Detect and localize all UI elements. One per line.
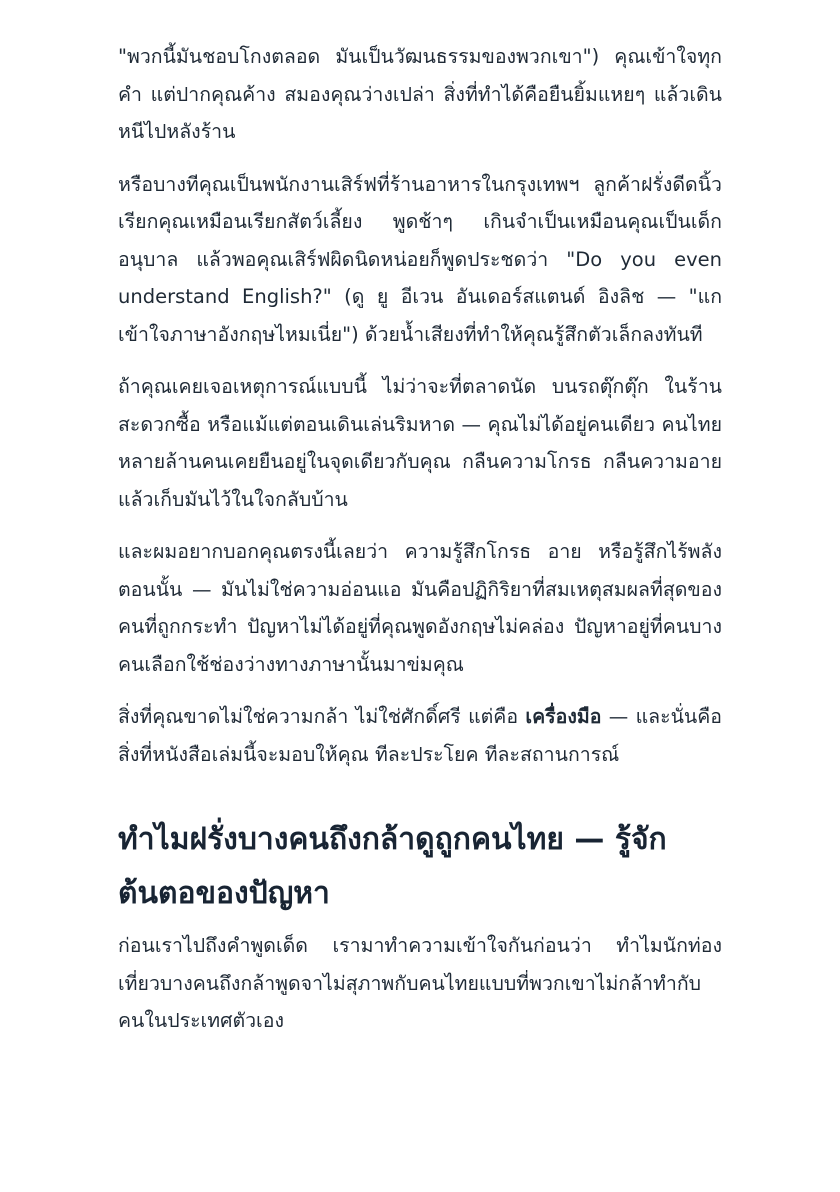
- paragraph-5-bold-term: เครื่องมือ: [525, 705, 602, 728]
- document-page: [118, 38, 722, 1055]
- paragraph-1: "พวกนี้มันชอบโกงตลอด มันเป็นวัฒนธรรมของพวกเขา") คุณเข้าใจทุกคำ แต่ปากคุณค้าง สมองคุณว่างเปล่า สิ่งที่ทำได้คือยืนยิ้มแหยๆ แล้วเดินหนีไปหลังร้าน: [118, 45, 722, 143]
- paragraph-5: [118, 698, 722, 773]
- paragraph-5-text-before: สิ่งที่คุณขาดไม่ใช่ความกล้า ไม่ใช่ศักดิ์ศรี แต่คือ: [118, 705, 526, 728]
- paragraph-4: และผมอยากบอกคุณตรงนี้เลยว่า ความรู้สึกโกรธ อาย หรือรู้สึกไร้พลังตอนนั้น — มันไม่ใช่ความอ่อนแอ มันคือปฏิกิริยาที่สมเหตุสมผลที่สุดของคนที่ถูกกระทำ ปัญหาไม่ได้อยู่ที่คุณพูดอังกฤษไม่คล่อง ปัญหาอยู่ที่คนบางคนเลือกใช้ช่องว่างทางภาษานั้นมาข่มคุณ: [118, 540, 722, 676]
- paragraph-2: หรือบางทีคุณเป็นพนักงานเสิร์ฟที่ร้านอาหารในกรุงเทพฯ ลูกค้าฝรั่งดีดนิ้วเรียกคุณเหมือนเรียกสัตว์เลี้ยง พูดช้าๆ เกินจำเป็นเหมือนคุณเป็นเด็กอนุบาล แล้วพอคุณเสิร์ฟผิดนิดหน่อยก็พูดประชดว่า "Do you even understand English?" (ดู ยู อีเวน อันเดอร์สแตนด์ อิงลิช — "แกเข้าใจภาษาอังกฤษไหมเนี่ย") ด้วยน้ำเสียงที่ทำให้คุณรู้สึกตัวเล็กลงทันที: [118, 172, 722, 346]
- section-heading: ทำไมฝรั่งบางคนถึงกล้าดูถูกคนไทย — รู้จักต้นตอของปัญหา: [118, 822, 667, 911]
- paragraph-6: ก่อนเราไปถึงคำพูดเด็ด เรามาทำความเข้าใจกันก่อนว่า ทำไมนักท่องเที่ยวบางคนถึงกล้าพูดจาไม่สุภาพกับคนไทยแบบที่พวกเขาไม่กล้าทำกับคนในประเทศตัวเอง: [118, 934, 722, 1032]
- paragraph-5-text-after: — และนั่นคือสิ่งที่หนังสือเล่มนี้จะมอบให้คุณ ทีละประโยค ทีละสถานการณ์: [118, 705, 722, 766]
- paragraph-3: ถ้าคุณเคยเจอเหตุการณ์แบบนี้ ไม่ว่าจะที่ตลาดนัด บนรถตุ๊กตุ๊ก ในร้านสะดวกซื้อ หรือแม้แต่ตอนเดินเล่นริมหาด — คุณไม่ได้อยู่คนเดียว คนไทยหลายล้านคนเคยยืนอยู่ในจุดเดียวกับคุณ กลืนความโกรธ กลืนความอาย แล้วเก็บมันไว้ในใจกลับบ้าน: [118, 375, 722, 511]
